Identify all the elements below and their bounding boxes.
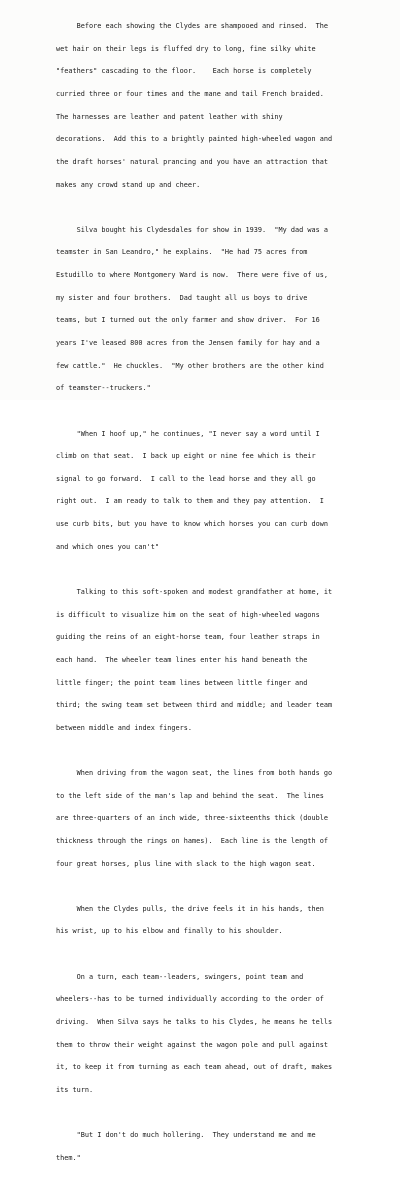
text-line: four great horses, plus line with slack to the high wagon seat. (56, 859, 316, 868)
paragraph-5 (56, 755, 374, 883)
paragraph-4 (56, 574, 374, 748)
text-line: its turn. (56, 1085, 94, 1094)
text-line: the draft horses' natural prancing and you have an attraction that (56, 157, 328, 166)
text-line: right out. I am ready to talk to them and they pay attention. I (56, 497, 324, 506)
paragraph-3 (56, 415, 374, 566)
paragraph-1 (56, 8, 374, 204)
text-line: decorations. Add this to a brightly painted high-wheeled wagon and (56, 135, 333, 144)
text-line: and which ones you can't" (56, 542, 160, 551)
text-line: it, to keep it from turning as each team ahead, out of draft, makes (56, 1063, 333, 1072)
text-line: third; the swing team set between third and middle; and leader team (56, 701, 333, 710)
text-line: Talking to this soft-spoken and modest grandfather at home, it (56, 587, 333, 596)
text-line: teams, but I turned out the only farmer and show driver. For 16 (56, 316, 320, 325)
text-line: The harnesses are leather and patent leather with shiny (56, 112, 283, 121)
text-line: Estudillo to where Montgomery Ward is now. There were five of us, (56, 271, 328, 280)
text-line: curried three or four times and the mane and tail French braided. (56, 90, 324, 99)
paragraph-2 (56, 212, 374, 408)
text-line: Before each showing the Clydes are shampooed and rinsed. The (56, 22, 328, 31)
text-line: to the left side of the man's lap and behind the seat. The lines (56, 791, 324, 800)
text-line: driving. When Silva says he talks to his Clydes, he means he tells (56, 1018, 333, 1026)
text-line: his wrist, up to his elbow and finally to his shoulder. (56, 927, 283, 936)
text-line: "But I don't do much hollering. They understand me and me (56, 1131, 316, 1140)
text-line: thickness through the rings on hames). Each line is the length of (56, 836, 328, 845)
text-line: When the Clydes pulls, the drive feels it in his hands, then (56, 904, 324, 913)
text-line: wet hair on their legs is fluffed dry to long, fine silky white (56, 44, 316, 53)
text-line: little finger; the point team lines between little finger and (56, 678, 308, 687)
text-line: wheelers--has to be turned individually according to the order of (56, 995, 324, 1004)
text-line: are three-quarters of an inch wide, three-sixteenths thick (double (56, 814, 328, 823)
text-line: them." (56, 1153, 81, 1162)
paragraph-8 (56, 1117, 374, 1177)
text-line: my sister and four brothers. Dad taught all us boys to drive (56, 293, 308, 302)
text-line: signal to go forward. I call to the lead horse and they all go (56, 474, 316, 483)
text-line: guiding the reins of an eight-horse team, four leather straps in (56, 633, 320, 642)
text-line: When driving from the wagon seat, the lines from both hands go (56, 769, 333, 778)
text-line: them to throw their weight against the wagon pole and pull against (56, 1040, 328, 1049)
text-line: few cattle." He chuckles. "My other brothers are the other kind (56, 361, 324, 370)
text-line: of teamster--truckers." (56, 384, 151, 393)
text-line: each hand. The wheeler team lines enter his hand beneath the (56, 655, 308, 664)
text-line: use curb bits, but you have to know which horses you can curb down (56, 520, 328, 529)
text-line: Silva bought his Clydesdales for show in 1939. "My dad was a (56, 225, 328, 234)
text-line: makes any crowd stand up and cheer. (56, 180, 201, 189)
text-line: climb on that seat. I back up eight or nine fee which is their (56, 452, 316, 461)
text-line: between middle and index fingers. (56, 723, 192, 732)
text-line: "When I hoof up," he continues, "I never say a word until I (56, 429, 320, 438)
document-body (56, 8, 374, 1185)
text-line: is difficult to visualize him on the seat of high-wheeled wagons (56, 610, 320, 619)
paragraph-6 (56, 891, 374, 951)
text-line: "feathers" cascading to the floor. Each horse is completely (56, 67, 312, 76)
text-line: years I've leased 800 acres from the Jensen family for hay and a (56, 339, 320, 348)
text-line: teamster in San Leandro," he explains. "He had 75 acres from (56, 248, 308, 257)
paragraph-7 (56, 959, 374, 1110)
text-line: On a turn, each team--leaders, swingers, point team and (56, 972, 304, 981)
